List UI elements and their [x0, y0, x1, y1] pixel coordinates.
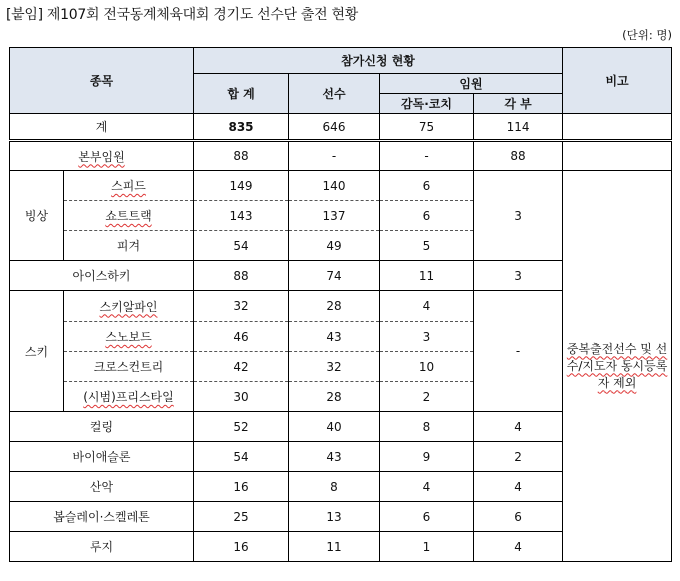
cell-total: 54: [194, 231, 289, 261]
total-row: [10, 114, 672, 141]
cell-coaches: 75: [380, 114, 474, 141]
cell-coaches: 9: [380, 442, 474, 472]
cell-total: 143: [194, 201, 289, 231]
cell-total: 25: [194, 502, 289, 532]
row-label: 본부임원: [10, 141, 194, 171]
cell-total: 88: [194, 141, 289, 171]
header-participation: 참가신청 현황: [194, 48, 563, 74]
row-label: 컬링: [10, 412, 194, 442]
header-officials: 임원: [380, 74, 563, 94]
cell-athletes: 32: [289, 352, 380, 382]
cell-departments: 88: [474, 141, 563, 171]
row-label: 산악: [10, 472, 194, 502]
cell-athletes: 74: [289, 261, 380, 291]
cell-total: 54: [194, 442, 289, 472]
cell-athletes: 137: [289, 201, 380, 231]
cell-coaches: -: [380, 141, 474, 171]
cell-coaches: 2: [380, 382, 474, 412]
cell-athletes: 140: [289, 171, 380, 201]
cell-total: 30: [194, 382, 289, 412]
cell-coaches: 4: [380, 472, 474, 502]
cell-athletes: 43: [289, 442, 380, 472]
row-label: 봅슬레이·스켈레톤: [10, 502, 194, 532]
document-title: [붙임] 제107회 전국동계체육대회 경기도 선수단 출전 현황: [6, 7, 358, 23]
cell-departments: 6: [474, 502, 563, 532]
cell-departments: 3: [474, 171, 563, 261]
cell-departments: -: [474, 291, 563, 412]
row-label: 계: [10, 114, 194, 141]
cell-athletes: 11: [289, 532, 380, 562]
cell-departments: 2: [474, 442, 563, 472]
cell-departments: 3: [474, 261, 563, 291]
group-label-ski: 스키: [10, 291, 64, 412]
header-total: 합 계: [194, 74, 289, 114]
row-label: (시범)프리스타일: [64, 382, 194, 412]
row-label: 루지: [10, 532, 194, 562]
cell-coaches: 3: [380, 322, 474, 352]
header-event: 종목: [10, 48, 194, 114]
row-label: 아이스하키: [10, 261, 194, 291]
header-athletes: 선수: [289, 74, 380, 114]
cell-total: 52: [194, 412, 289, 442]
cell-coaches: 1: [380, 532, 474, 562]
cell-total: 16: [194, 472, 289, 502]
cell-athletes: 28: [289, 291, 380, 322]
cell-total: 46: [194, 322, 289, 352]
cell-coaches: 8: [380, 412, 474, 442]
row-label: 크로스컨트리: [64, 352, 194, 382]
remark-note: 중복출전선수 및 선수/지도자 동시등록자 제외: [563, 171, 672, 562]
group-label-ice: 빙상: [10, 171, 64, 261]
cell-total: 835: [194, 114, 289, 141]
table-row: [10, 171, 672, 201]
cell-athletes: 49: [289, 231, 380, 261]
cell-athletes: 646: [289, 114, 380, 141]
row-label: 스피드: [64, 171, 194, 201]
cell-departments: 114: [474, 114, 563, 141]
cell-coaches: 6: [380, 171, 474, 201]
header-departments: 각 부: [474, 94, 563, 114]
cell-athletes: -: [289, 141, 380, 171]
hq-row: [10, 141, 672, 171]
row-label: 피겨: [64, 231, 194, 261]
row-label: 스노보드: [64, 322, 194, 352]
cell-total: 88: [194, 261, 289, 291]
cell-coaches: 4: [380, 291, 474, 322]
participation-table: [9, 47, 672, 562]
cell-athletes: 40: [289, 412, 380, 442]
row-label: 스키알파인: [64, 291, 194, 322]
cell-coaches: 10: [380, 352, 474, 382]
cell-total: 42: [194, 352, 289, 382]
cell-coaches: 5: [380, 231, 474, 261]
cell-total: 16: [194, 532, 289, 562]
cell-departments: 4: [474, 472, 563, 502]
unit-note: (단위: 명): [622, 28, 672, 42]
cell-athletes: 43: [289, 322, 380, 352]
cell-departments: 4: [474, 412, 563, 442]
row-label: 쇼트트랙: [64, 201, 194, 231]
cell-athletes: 13: [289, 502, 380, 532]
cell-coaches: 6: [380, 201, 474, 231]
row-label: 바이애슬론: [10, 442, 194, 472]
cell-total: 149: [194, 171, 289, 201]
cell-total: 32: [194, 291, 289, 322]
cell-remark-empty: [563, 114, 672, 141]
cell-coaches: 6: [380, 502, 474, 532]
cell-athletes: 8: [289, 472, 380, 502]
cell-athletes: 28: [289, 382, 380, 412]
header-coaches: 감독·코치: [380, 94, 474, 114]
cell-remark-empty: [563, 141, 672, 171]
cell-coaches: 11: [380, 261, 474, 291]
header-remarks: 비고: [563, 48, 672, 114]
cell-departments: 4: [474, 532, 563, 562]
